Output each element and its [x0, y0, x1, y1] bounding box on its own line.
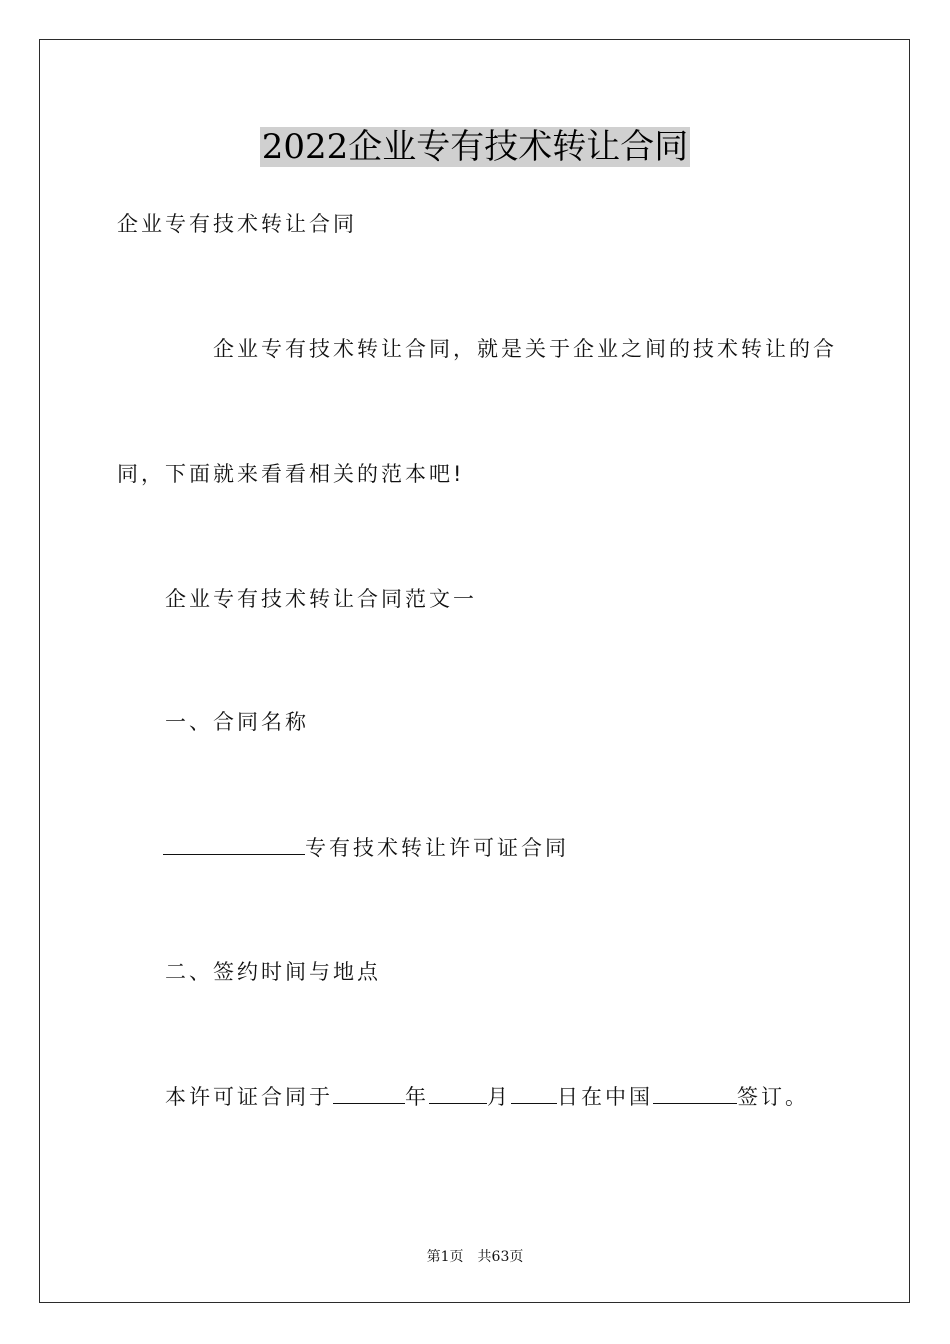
- blank-year: [333, 1081, 405, 1104]
- section1-heading: 一、合同名称: [165, 710, 309, 734]
- section2-text-start: 本许可证合同于: [165, 1085, 333, 1109]
- section1-line: [163, 832, 569, 863]
- subtitle: 企业专有技术转让合同: [117, 212, 357, 236]
- blank-place: [653, 1081, 737, 1104]
- day-place-label: 日在中国: [557, 1085, 653, 1109]
- intro-line-2: 同，下面就来看看相关的范本吧!: [117, 462, 465, 486]
- section1-text: 专有技术转让许可证合同: [305, 836, 569, 860]
- section2-text-end: 签订。: [737, 1085, 809, 1109]
- section2-line: [165, 1081, 809, 1112]
- page-total: 共63页: [477, 1249, 524, 1265]
- page-number: 第1页: [426, 1249, 464, 1265]
- blank-month: [429, 1081, 487, 1104]
- section2-heading: 二、签约时间与地点: [165, 960, 381, 984]
- document-title: [0, 124, 950, 170]
- page-footer: [0, 1246, 950, 1266]
- intro-line-1: 企业专有技术转让合同，就是关于企业之间的技术转让的合: [213, 337, 837, 361]
- month-label: 月: [487, 1085, 511, 1109]
- blank-field: [163, 832, 305, 855]
- sample-heading: 企业专有技术转让合同范文一: [165, 587, 477, 611]
- document-title-text: 2022企业专有技术转让合同: [261, 127, 689, 167]
- year-label: 年: [405, 1085, 429, 1109]
- blank-day: [511, 1081, 557, 1104]
